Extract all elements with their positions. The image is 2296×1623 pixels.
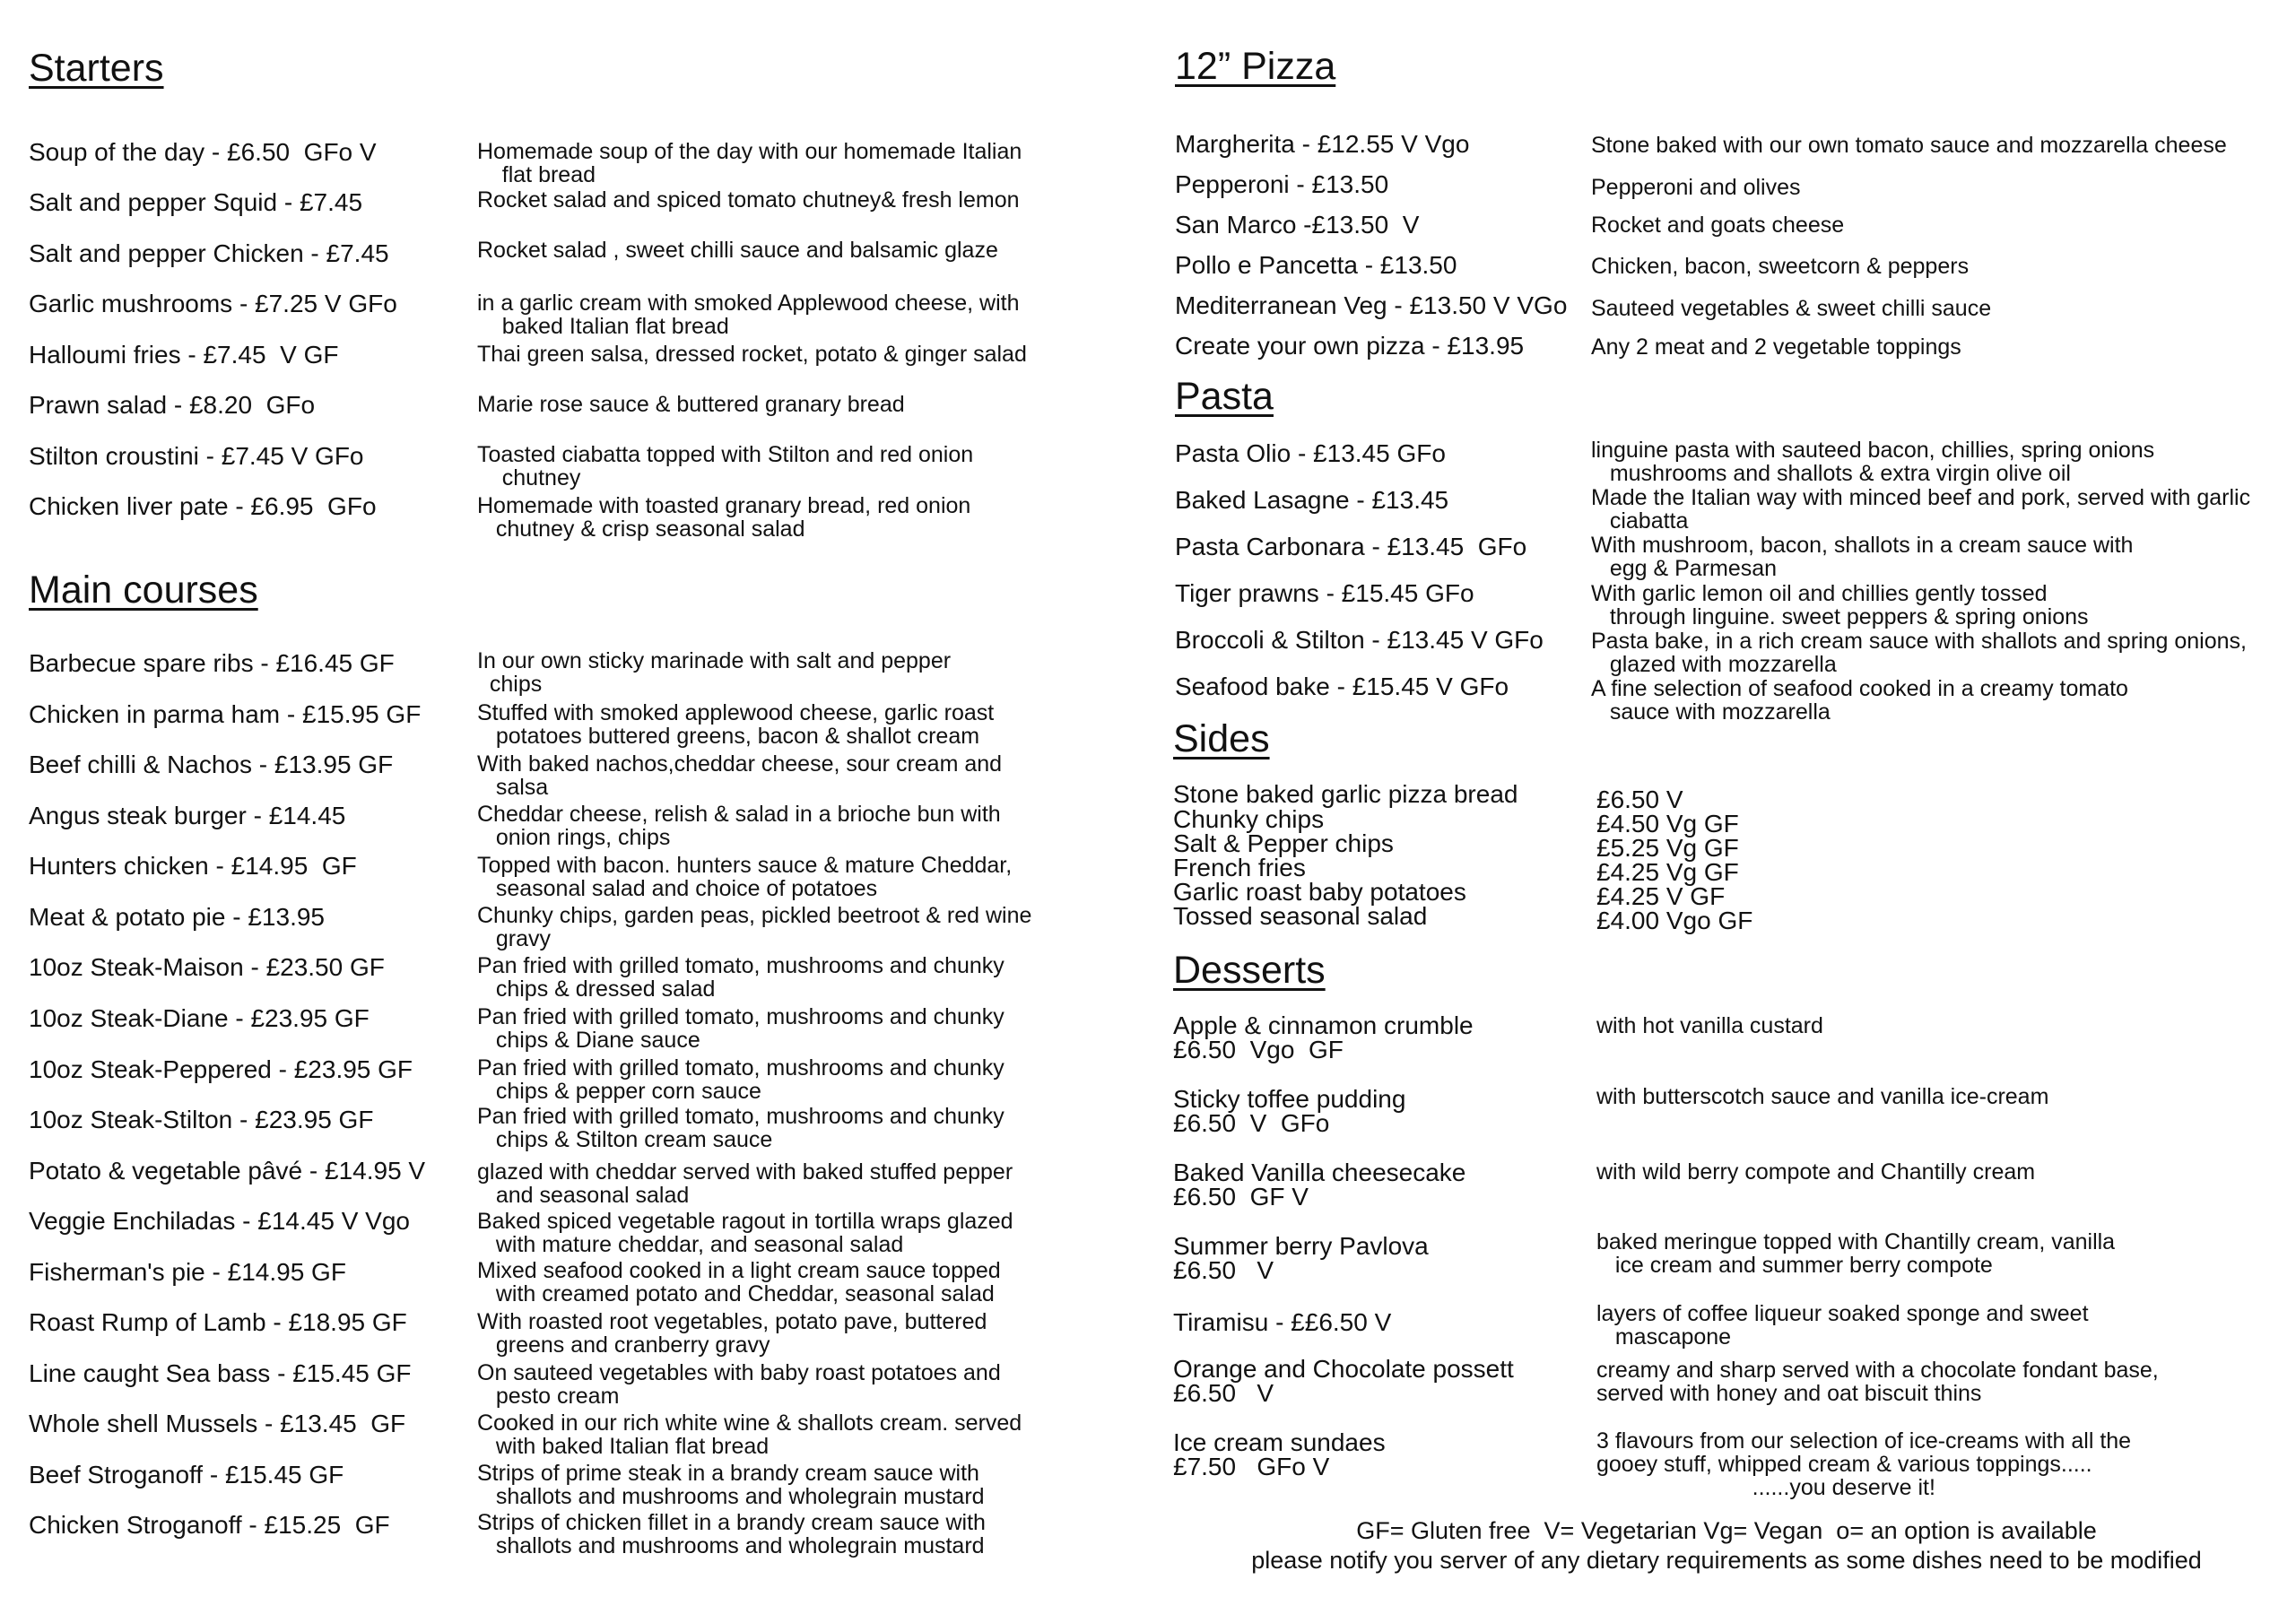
starter-description: Thai green salsa, dressed rocket, potato & ginger salad <box>477 342 1027 367</box>
dessert-name: Ice cream sundaes £7.50 GFo V <box>1173 1428 1386 1480</box>
side-name: Tossed seasonal salad <box>1173 902 1428 930</box>
pizza-description: Any 2 meat and 2 vegetable toppings <box>1591 334 1961 360</box>
main-name: 10oz Steak-Peppered - £23.95 GF <box>29 1055 413 1083</box>
main-description: In our own sticky marinade with salt and pepper chips <box>477 648 952 697</box>
side-price: £4.00 Vgo GF <box>1596 907 1753 934</box>
dessert-description: with butterscotch sauce and vanilla ice-cream <box>1596 1084 2049 1109</box>
pasta-name: Tiger prawns - £15.45 GFo <box>1175 579 1474 607</box>
pasta-description: Pasta bake, in a rich cream sauce with shallots and spring onions, glazed with mozzarella <box>1591 629 2247 677</box>
dessert-description: baked meringue topped with Chantilly cream, vanilla ice cream and summer berry compote <box>1596 1229 2116 1278</box>
main-name: Angus steak burger - £14.45 <box>29 802 346 829</box>
main-description: Cheddar cheese, relish & salad in a brioche bun with onion rings, chips <box>477 802 1001 850</box>
side-price: £6.50 V <box>1596 785 1683 813</box>
main-description: Strips of chicken fillet in a brandy cream sauce with shallots and mushrooms and wholegrain mustard <box>477 1510 986 1558</box>
pizza-description: Rocket and goats cheese <box>1591 213 1845 238</box>
dessert-name: Summer berry Pavlova £6.50 V <box>1173 1232 1429 1284</box>
starter-description: Toasted ciabatta topped with Stilton and red onion chutney <box>477 442 974 490</box>
dessert-name: Orange and Chocolate possett £6.50 V <box>1173 1355 1514 1407</box>
pizza-name: Mediterranean Veg - £13.50 V VGo <box>1175 291 1568 319</box>
desserts-heading: Desserts <box>1173 949 1326 992</box>
main-name: Potato & vegetable pâvé - £14.95 V <box>29 1157 426 1185</box>
main-name: 10oz Steak-Diane - £23.95 GF <box>29 1004 370 1032</box>
dessert-name: Apple & cinnamon crumble £6.50 Vgo GF <box>1173 1011 1474 1063</box>
main-description: Pan fried with grilled tomato, mushrooms and chunky chips & Stilton cream sauce <box>477 1104 1004 1152</box>
side-price: £4.25 Vg GF <box>1596 858 1739 886</box>
pizza-name: Margherita - £12.55 V Vgo <box>1175 130 1470 158</box>
dessert-name: Tiramisu - ££6.50 V <box>1173 1308 1392 1336</box>
pasta-name: Broccoli & Stilton - £13.45 V GFo <box>1175 626 1544 654</box>
starter-name: Chicken liver pate - £6.95 GFo <box>29 492 377 520</box>
main-description: Chunky chips, garden peas, pickled beetroot & red wine gravy <box>477 903 1032 951</box>
starter-description: Homemade with toasted granary bread, red onion chutney & crisp seasonal salad <box>477 493 971 542</box>
pasta-heading: Pasta <box>1175 375 1274 418</box>
dietary-notice: please notify you server of any dietary requirements as some dishes need to be modified <box>1251 1547 2202 1574</box>
main-name: 10oz Steak-Stilton - £23.95 GF <box>29 1106 374 1133</box>
main-description: Strips of prime steak in a brandy cream sauce with shallots and mushrooms and wholegrain mustard <box>477 1461 985 1509</box>
starter-description: Rocket salad and spiced tomato chutney& fresh lemon <box>477 187 1020 213</box>
pizza-name: Pollo e Pancetta - £13.50 <box>1175 251 1457 279</box>
main-description: glazed with cheddar served with baked stuffed pepper and seasonal salad <box>477 1159 1013 1208</box>
side-name: French fries <box>1173 854 1306 881</box>
starter-name: Halloumi fries - £7.45 V GF <box>29 341 339 369</box>
pizza-description: Sauteed vegetables & sweet chilli sauce <box>1591 296 1992 321</box>
starter-name: Stilton croustini - £7.45 V GFo <box>29 442 364 470</box>
dessert-description: with hot vanilla custard <box>1596 1013 1823 1038</box>
main-name: Roast Rump of Lamb - £18.95 GF <box>29 1308 407 1336</box>
side-price: £5.25 Vg GF <box>1596 834 1739 862</box>
starter-description: Rocket salad , sweet chilli sauce and balsamic glaze <box>477 238 998 263</box>
starters-heading: Starters <box>29 47 164 90</box>
dessert-description: with wild berry compote and Chantilly cream <box>1596 1159 2036 1185</box>
main-description: Pan fried with grilled tomato, mushrooms and chunky chips & pepper corn sauce <box>477 1055 1004 1104</box>
main-name: Veggie Enchiladas - £14.45 V Vgo <box>29 1207 410 1235</box>
starter-name: Salt and pepper Chicken - £7.45 <box>29 239 389 267</box>
dessert-description: layers of coffee liqueur soaked sponge and sweet mascapone <box>1596 1301 2089 1350</box>
starter-name: Soup of the day - £6.50 GFo V <box>29 138 377 166</box>
main-name: Line caught Sea bass - £15.45 GF <box>29 1359 412 1387</box>
side-name: Stone baked garlic pizza bread <box>1173 780 1518 808</box>
pasta-description: With mushroom, bacon, shallots in a cream sauce with egg & Parmesan <box>1591 533 2134 581</box>
pasta-description: linguine pasta with sauteed bacon, chillies, spring onions mushrooms and shallots & extra virgin olive oil <box>1591 438 2155 486</box>
main-name: 10oz Steak-Maison - £23.50 GF <box>29 953 385 981</box>
pasta-description: A fine selection of seafood cooked in a creamy tomato sauce with mozzarella <box>1591 676 2128 725</box>
main-description: Mixed seafood cooked in a light cream sauce topped with creamed potato and Cheddar, seasonal salad <box>477 1258 1001 1306</box>
main-name: Barbecue spare ribs - £16.45 GF <box>29 649 395 677</box>
main-name: Hunters chicken - £14.95 GF <box>29 852 357 880</box>
starter-name: Garlic mushrooms - £7.25 V GFo <box>29 290 397 317</box>
main-name: Whole shell Mussels - £13.45 GF <box>29 1410 406 1437</box>
main-description: On sauteed vegetables with baby roast potatoes and pesto cream <box>477 1360 1001 1409</box>
dessert-name: Sticky toffee pudding £6.50 V GFo <box>1173 1085 1406 1137</box>
pizza-name: Create your own pizza - £13.95 <box>1175 332 1525 360</box>
main-name: Meat & potato pie - £13.95 <box>29 903 325 931</box>
pasta-name: Baked Lasagne - £13.45 <box>1175 486 1449 514</box>
pasta-name: Pasta Carbonara - £13.45 GFo <box>1175 533 1527 560</box>
sides-heading: Sides <box>1173 717 1270 760</box>
main-description: With roasted root vegetables, potato pave, buttered greens and cranberry gravy <box>477 1309 987 1358</box>
dessert-description: creamy and sharp served with a chocolate fondant base, served with honey and oat biscuit thins <box>1596 1358 2159 1406</box>
main-name: Chicken in parma ham - £15.95 GF <box>29 700 422 728</box>
main-name: Fisherman's pie - £14.95 GF <box>29 1258 346 1286</box>
main-description: Baked spiced vegetable ragout in tortilla wraps glazed with mature cheddar, and seasonal salad <box>477 1209 1013 1257</box>
starter-description: in a garlic cream with smoked Applewood cheese, with baked Italian flat bread <box>477 291 1020 339</box>
main-description: With baked nachos,cheddar cheese, sour cream and salsa <box>477 751 1003 800</box>
dessert-name: Baked Vanilla cheesecake £6.50 GF V <box>1173 1159 1466 1211</box>
main-description: Topped with bacon. hunters sauce & mature Cheddar, seasonal salad and choice of potatoes <box>477 853 1013 901</box>
pizza-heading: 12” Pizza <box>1175 45 1336 88</box>
main-description: Stuffed with smoked applewood cheese, garlic roast potatoes buttered greens, bacon & shallot cream <box>477 700 995 749</box>
side-name: Garlic roast baby potatoes <box>1173 878 1466 906</box>
side-price: £4.25 V GF <box>1596 882 1726 910</box>
side-name: Salt & Pepper chips <box>1173 829 1394 857</box>
starter-name: Prawn salad - £8.20 GFo <box>29 391 316 419</box>
main-name: Beef Stroganoff - £15.45 GF <box>29 1461 344 1488</box>
pasta-name: Seafood bake - £15.45 V GFo <box>1175 673 1509 700</box>
main-description: Pan fried with grilled tomato, mushrooms and chunky chips & Diane sauce <box>477 1004 1004 1053</box>
starter-description: Marie rose sauce & buttered granary bread <box>477 392 905 417</box>
pasta-description: With garlic lemon oil and chillies gently tossed through linguine. sweet peppers & spring onions <box>1591 581 2089 629</box>
main-description: Pan fried with grilled tomato, mushrooms and chunky chips & dressed salad <box>477 953 1004 1002</box>
pizza-name: San Marco -£13.50 V <box>1175 211 1420 239</box>
main-name: Chicken Stroganoff - £15.25 GF <box>29 1511 390 1539</box>
pizza-description: Chicken, bacon, sweetcorn & peppers <box>1591 254 1970 279</box>
pasta-name: Pasta Olio - £13.45 GFo <box>1175 439 1446 467</box>
starter-description: Homemade soup of the day with our homemade Italian flat bread <box>477 139 1022 187</box>
dessert-description: 3 flavours from our selection of ice-creams with all the gooey stuff, whipped cream & various toppings..... ......you deserve it! <box>1596 1428 2132 1500</box>
pizza-description: Stone baked with our own tomato sauce and mozzarella cheese <box>1591 133 2227 158</box>
side-price: £4.50 Vg GF <box>1596 810 1739 838</box>
main-description: Cooked in our rich white wine & shallots cream. served with baked Italian flat bread <box>477 1410 1022 1459</box>
pizza-name: Pepperoni - £13.50 <box>1175 170 1389 198</box>
dietary-key: GF= Gluten free V= Vegetarian Vg= Vegan o= an option is available <box>1356 1517 2097 1544</box>
main-courses-heading: Main courses <box>29 568 258 612</box>
pizza-description: Pepperoni and olives <box>1591 175 1801 200</box>
main-name: Beef chilli & Nachos - £13.95 GF <box>29 751 394 778</box>
starter-name: Salt and pepper Squid - £7.45 <box>29 188 363 216</box>
side-name: Chunky chips <box>1173 805 1325 833</box>
pasta-description: Made the Italian way with minced beef and pork, served with garlic ciabatta <box>1591 485 2251 534</box>
